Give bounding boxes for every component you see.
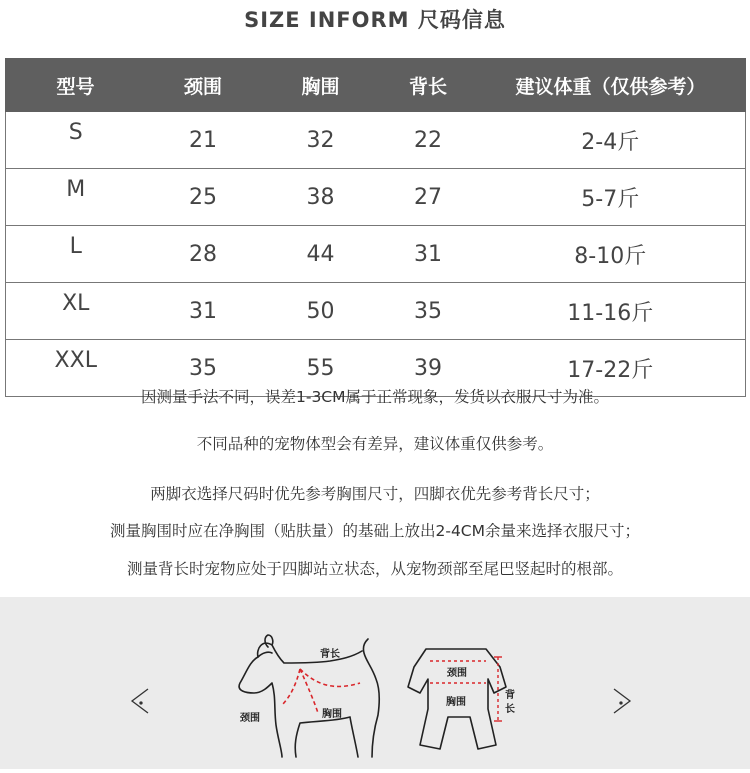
- page-title: SIZE INFORM 尺码信息: [244, 8, 506, 32]
- dog-outline-icon: [239, 635, 379, 757]
- dog-back-measure: [300, 669, 360, 686]
- cell-chest: 38: [261, 169, 381, 226]
- cell-back: 31: [381, 226, 476, 283]
- cell-chest: 50: [261, 283, 381, 340]
- garment-back-label-bottom: 长: [505, 704, 515, 715]
- table-header-row: [6, 59, 746, 112]
- note-breed-difference: 不同品种的宠物体型会有差异，建议体重仅供参考。: [196, 435, 554, 453]
- cell-neck: 31: [146, 283, 261, 340]
- cell-chest: 55: [261, 340, 381, 397]
- dog-measure-lines: [282, 669, 360, 713]
- cell-weight: 11-16斤: [476, 283, 746, 340]
- cell-weight: 5-7斤: [476, 169, 746, 226]
- cell-size: L: [6, 226, 146, 283]
- note-chest-measure: 测量胸围时应在净胸围（贴肤量）的基础上放出2-4CM余量来选择衣服尺寸；: [109, 522, 640, 540]
- cell-size: XXL: [6, 340, 146, 397]
- garment-chest-label: 胸围: [446, 697, 466, 708]
- cell-back: 39: [381, 340, 476, 397]
- cell-weight: 17-22斤: [476, 340, 746, 397]
- cell-size: S: [6, 112, 146, 169]
- cell-size: M: [6, 169, 146, 226]
- header-size: 型号: [6, 59, 146, 112]
- note-measurement-error: 因测量手法不同，误差1-3CM属于正常现象，发货以衣服尺寸为准。: [140, 388, 609, 406]
- table-row: [6, 112, 746, 169]
- table-row: [6, 226, 746, 283]
- note-back-measure: 测量背长时宠物应处于四脚站立状态，从宠物颈部至尾巴竖起时的根部。: [126, 560, 623, 578]
- header-back-length: 背长: [381, 59, 476, 112]
- cell-neck: 25: [146, 169, 261, 226]
- garment-neck-label: 颈围: [447, 668, 467, 679]
- cell-back: 27: [381, 169, 476, 226]
- dog-neck-label: 颈围: [240, 713, 260, 724]
- garment-back-label-top: 背: [505, 690, 515, 701]
- cell-chest: 32: [261, 112, 381, 169]
- dog-chest-measure: [300, 669, 318, 713]
- note-size-priority: 两脚衣选择尺码时优先参考胸围尺寸，四脚衣优先参考背长尺寸；: [150, 485, 600, 503]
- dog-back-label: 背长: [320, 649, 340, 660]
- cell-chest: 44: [261, 226, 381, 283]
- cell-back: 35: [381, 283, 476, 340]
- cell-neck: 21: [146, 112, 261, 169]
- dog-neck-measure: [282, 669, 300, 705]
- size-table: [5, 58, 746, 397]
- cell-weight: 2-4斤: [476, 112, 746, 169]
- header-weight: 建议体重（仅供参考）: [476, 59, 746, 112]
- table-row: [6, 169, 746, 226]
- next-arrow-icon[interactable]: [614, 689, 630, 713]
- cell-neck: 35: [146, 340, 261, 397]
- cell-back: 22: [381, 112, 476, 169]
- header-chest: 胸围: [261, 59, 381, 112]
- prev-arrow-icon[interactable]: [132, 689, 148, 713]
- dog-chest-label: 胸围: [322, 709, 342, 720]
- measurement-diagram: [0, 597, 750, 769]
- cell-weight: 8-10斤: [476, 226, 746, 283]
- cell-neck: 28: [146, 226, 261, 283]
- table-row: [6, 283, 746, 340]
- cell-size: XL: [6, 283, 146, 340]
- header-neck: 颈围: [146, 59, 261, 112]
